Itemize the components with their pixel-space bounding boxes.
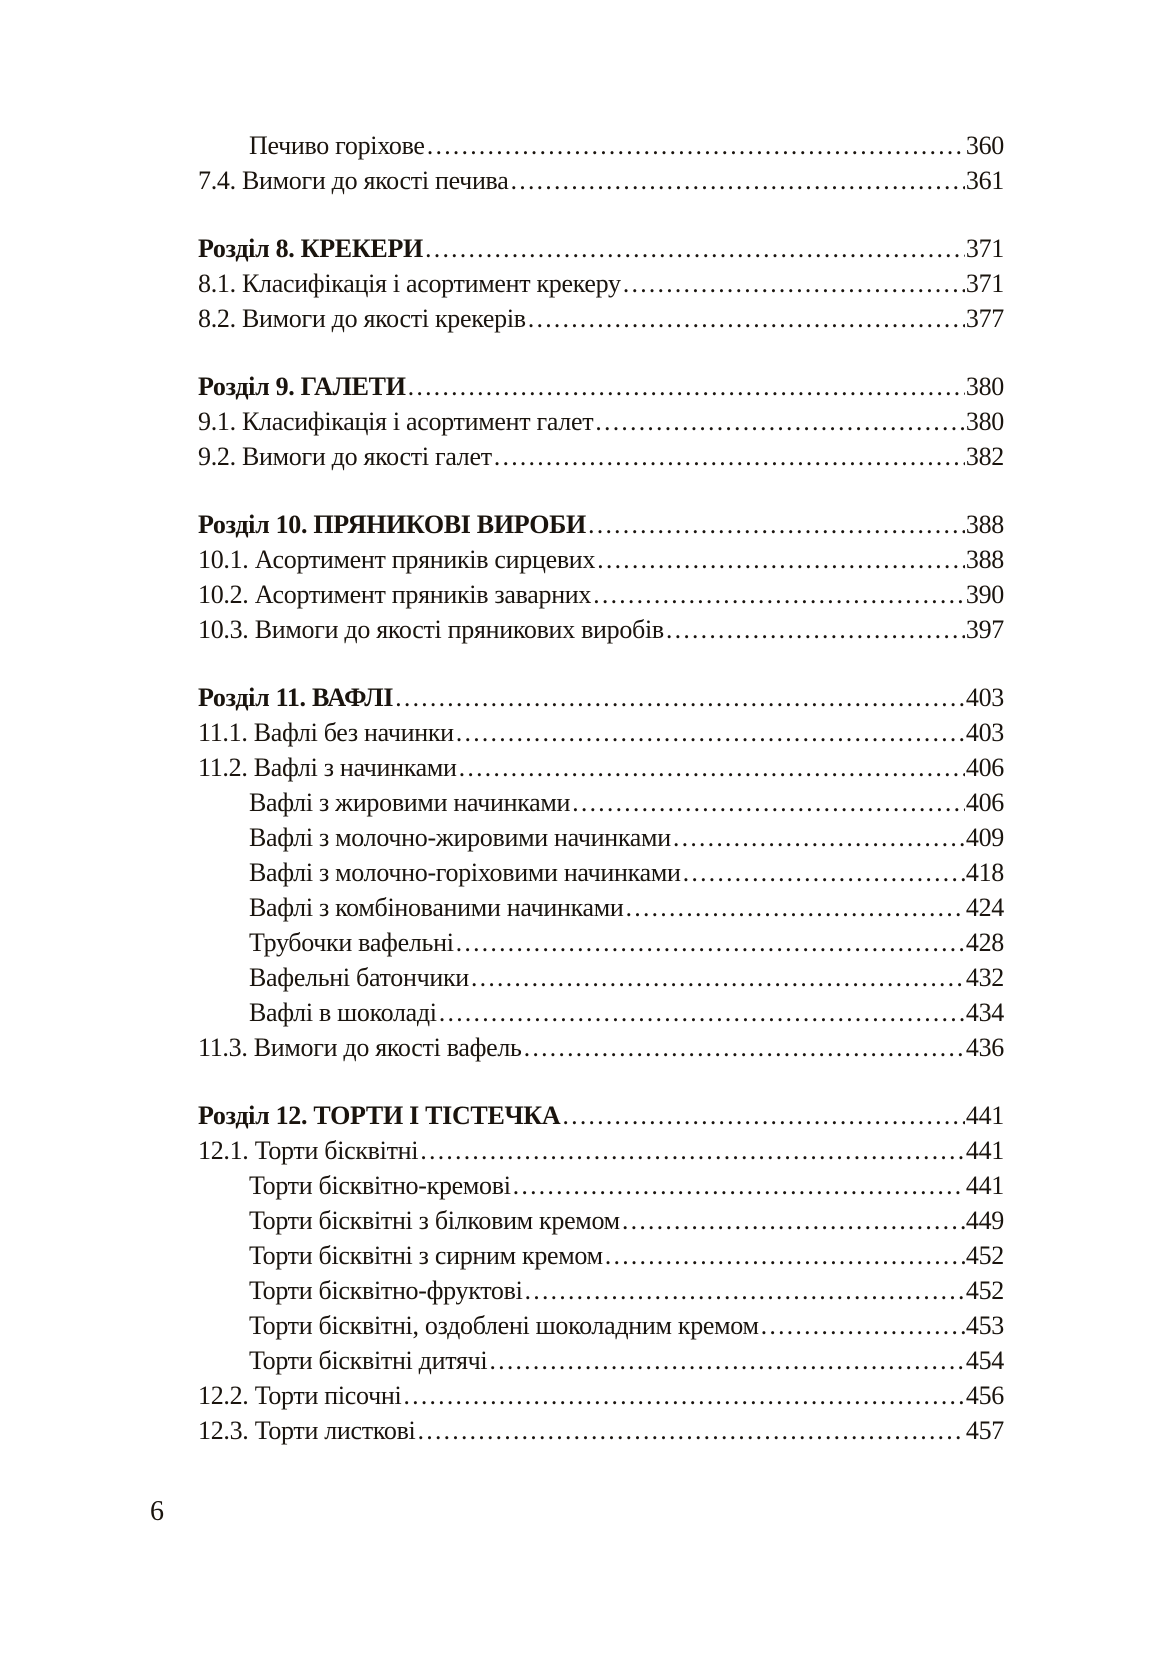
toc-entry: [198, 960, 1004, 995]
toc-entry: [198, 925, 1004, 960]
toc-entry-title: 12.2. Торти пісочні: [198, 1381, 402, 1410]
toc-entry-title: 10.2. Асортимент пряників заварних: [198, 580, 592, 609]
toc-entry-page: 409: [965, 823, 1004, 852]
toc-entry-title: Печиво горіхове: [249, 131, 425, 160]
toc-entry-title: Трубочки вафельні: [249, 928, 454, 957]
toc-entry-title: 8.2. Вимоги до якості крекерів: [198, 304, 526, 333]
toc-entry: [198, 1308, 1004, 1343]
toc-entry: [198, 785, 1004, 820]
toc-entry-page: 360: [965, 131, 1004, 160]
toc-chapter-heading: [198, 1098, 1004, 1133]
toc-entry: [198, 1273, 1004, 1308]
toc-entry: [198, 577, 1004, 612]
dot-leader: [682, 855, 965, 890]
dot-leader: [512, 1168, 965, 1203]
dot-leader: [470, 960, 965, 995]
dot-leader: [438, 995, 965, 1030]
toc-entry-title: 12.3. Торти листкові: [198, 1416, 416, 1445]
toc-entry-page: 453: [965, 1311, 1004, 1340]
toc-entry-title: 10.1. Асортимент пряників сирцевих: [198, 545, 596, 574]
toc-entry: [198, 404, 1004, 439]
toc-entry-page: 434: [965, 998, 1004, 1027]
toc-entry-page: 388: [965, 545, 1004, 574]
dot-leader: [621, 1203, 965, 1238]
toc-entry: [198, 750, 1004, 785]
dot-leader: [426, 128, 965, 163]
toc-entry-page: 371: [965, 234, 1004, 263]
toc-entry-title: Торти бісквітні з сирним кремом: [249, 1241, 603, 1270]
toc-entry: [198, 1203, 1004, 1238]
section-spacer: [198, 198, 1004, 231]
toc-entry: [198, 715, 1004, 750]
dot-leader: [394, 680, 965, 715]
toc-entry: [198, 855, 1004, 890]
toc-entry-page: 380: [965, 372, 1004, 401]
toc-entry-title: 8.1. Класифікація і асортимент крекеру: [198, 269, 621, 298]
toc-entry-page: 406: [965, 753, 1004, 782]
dot-leader: [523, 1030, 965, 1065]
toc-entry: [198, 301, 1004, 336]
toc-entry-page: 403: [965, 683, 1004, 712]
toc-entry-title: Розділ 8. КРЕКЕРИ: [198, 234, 423, 263]
dot-leader: [458, 750, 965, 785]
section-spacer: [198, 474, 1004, 507]
toc-entry-page: 390: [965, 580, 1004, 609]
dot-leader: [760, 1308, 965, 1343]
toc-entry-page: 377: [965, 304, 1004, 333]
toc-entry-page: 441: [965, 1136, 1004, 1165]
dot-leader: [527, 301, 965, 336]
dot-leader: [455, 925, 965, 960]
toc-entry-page: 397: [965, 615, 1004, 644]
dot-leader: [672, 820, 965, 855]
toc-entry-page: 452: [965, 1276, 1004, 1305]
page-number: 6: [150, 1496, 164, 1527]
toc-entry-title: 7.4. Вимоги до якості печива: [198, 166, 509, 195]
toc-entry-page: 388: [965, 510, 1004, 539]
toc-entry-title: Розділ 9. ГАЛЕТИ: [198, 372, 406, 401]
toc-entry-page: 382: [965, 442, 1004, 471]
toc-entry-title: Розділ 12. ТОРТИ І ТІСТЕЧКА: [198, 1101, 561, 1130]
dot-leader: [625, 890, 965, 925]
dot-leader: [524, 1273, 965, 1308]
dot-leader: [571, 785, 965, 820]
toc-entry-title: Вафельні батончики: [249, 963, 469, 992]
section-spacer: [198, 1065, 1004, 1098]
toc-entry: [198, 439, 1004, 474]
dot-leader: [596, 542, 965, 577]
dot-leader: [622, 266, 965, 301]
toc-entry-title: 9.1. Класифікація і асортимент галет: [198, 407, 594, 436]
dot-leader: [419, 1133, 965, 1168]
toc-entry-page: 441: [965, 1101, 1004, 1130]
toc-entry-title: 11.3. Вимоги до якості вафель: [198, 1033, 522, 1062]
dot-leader: [455, 715, 965, 750]
toc-entry-title: Торти бісквітно-кремові: [249, 1171, 511, 1200]
toc-entry: [198, 1238, 1004, 1273]
toc-entry-page: 441: [965, 1171, 1004, 1200]
section-spacer: [198, 647, 1004, 680]
toc-entry-page: 436: [965, 1033, 1004, 1062]
dot-leader: [594, 404, 965, 439]
dot-leader: [407, 369, 965, 404]
toc-entry-title: 10.3. Вимоги до якості пряникових виробів: [198, 615, 664, 644]
dot-leader: [424, 231, 965, 266]
toc-chapter-heading: [198, 231, 1004, 266]
toc-entry: [198, 163, 1004, 198]
toc-entry: [198, 1413, 1004, 1448]
toc-entry-title: Вафлі з жировими начинками: [249, 788, 571, 817]
toc-entry-title: Торти бісквітно-фруктові: [249, 1276, 523, 1305]
toc-entry-page: 432: [965, 963, 1004, 992]
dot-leader: [587, 507, 965, 542]
toc-entry-title: Торти бісквітні з білковим кремом: [249, 1206, 620, 1235]
toc-entry: [198, 542, 1004, 577]
toc-entry: [198, 1133, 1004, 1168]
toc-entry-page: 457: [965, 1416, 1004, 1445]
toc-entry-title: Розділ 10. ПРЯНИКОВІ ВИРОБИ: [198, 510, 586, 539]
toc-entry-page: 371: [965, 269, 1004, 298]
toc-entry-title: Вафлі в шоколаді: [249, 998, 437, 1027]
toc-entry-title: Вафлі з молочно-горіховими начинками: [249, 858, 681, 887]
table-of-contents: [198, 128, 1004, 1448]
toc-entry: [198, 820, 1004, 855]
toc-entry: [198, 1343, 1004, 1378]
toc-entry-title: 9.2. Вимоги до якості галет: [198, 442, 492, 471]
toc-entry: [198, 1168, 1004, 1203]
toc-entry-page: 361: [965, 166, 1004, 195]
toc-entry: [198, 266, 1004, 301]
dot-leader: [493, 439, 965, 474]
toc-entry-page: 449: [965, 1206, 1004, 1235]
dot-leader: [665, 612, 965, 647]
toc-entry: [198, 1030, 1004, 1065]
toc-entry-title: 12.1. Торти бісквітні: [198, 1136, 419, 1165]
dot-leader: [604, 1238, 965, 1273]
toc-entry: [198, 128, 1004, 163]
toc-entry: [198, 890, 1004, 925]
toc-entry-page: 452: [965, 1241, 1004, 1270]
toc-entry: [198, 995, 1004, 1030]
toc-entry-page: 424: [965, 893, 1004, 922]
toc-entry-page: 380: [965, 407, 1004, 436]
dot-leader: [592, 577, 965, 612]
toc-entry-title: Вафлі з молочно-жировими начинками: [249, 823, 671, 852]
dot-leader: [488, 1343, 965, 1378]
dot-leader: [416, 1413, 964, 1448]
toc-entry-page: 406: [965, 788, 1004, 817]
toc-entry-title: Торти бісквітні дитячі: [249, 1346, 488, 1375]
dot-leader: [402, 1378, 965, 1413]
toc-entry-page: 454: [965, 1346, 1004, 1375]
dot-leader: [509, 163, 964, 198]
toc-chapter-heading: [198, 680, 1004, 715]
toc-chapter-heading: [198, 369, 1004, 404]
toc-entry: [198, 612, 1004, 647]
toc-entry-title: Вафлі з комбінованими начинками: [249, 893, 624, 922]
toc-entry-title: 11.1. Вафлі без начинки: [198, 718, 454, 747]
dot-leader: [561, 1098, 965, 1133]
toc-chapter-heading: [198, 507, 1004, 542]
toc-entry-page: 456: [965, 1381, 1004, 1410]
toc-entry-title: 11.2. Вафлі з начинками: [198, 753, 457, 782]
section-spacer: [198, 336, 1004, 369]
toc-entry-title: Торти бісквітні, оздоблені шоколадним кремом: [249, 1311, 759, 1340]
toc-entry-page: 418: [965, 858, 1004, 887]
toc-entry-page: 428: [965, 928, 1004, 957]
toc-entry: [198, 1378, 1004, 1413]
toc-entry-title: Розділ 11. ВАФЛІ: [198, 683, 394, 712]
toc-entry-page: 403: [965, 718, 1004, 747]
